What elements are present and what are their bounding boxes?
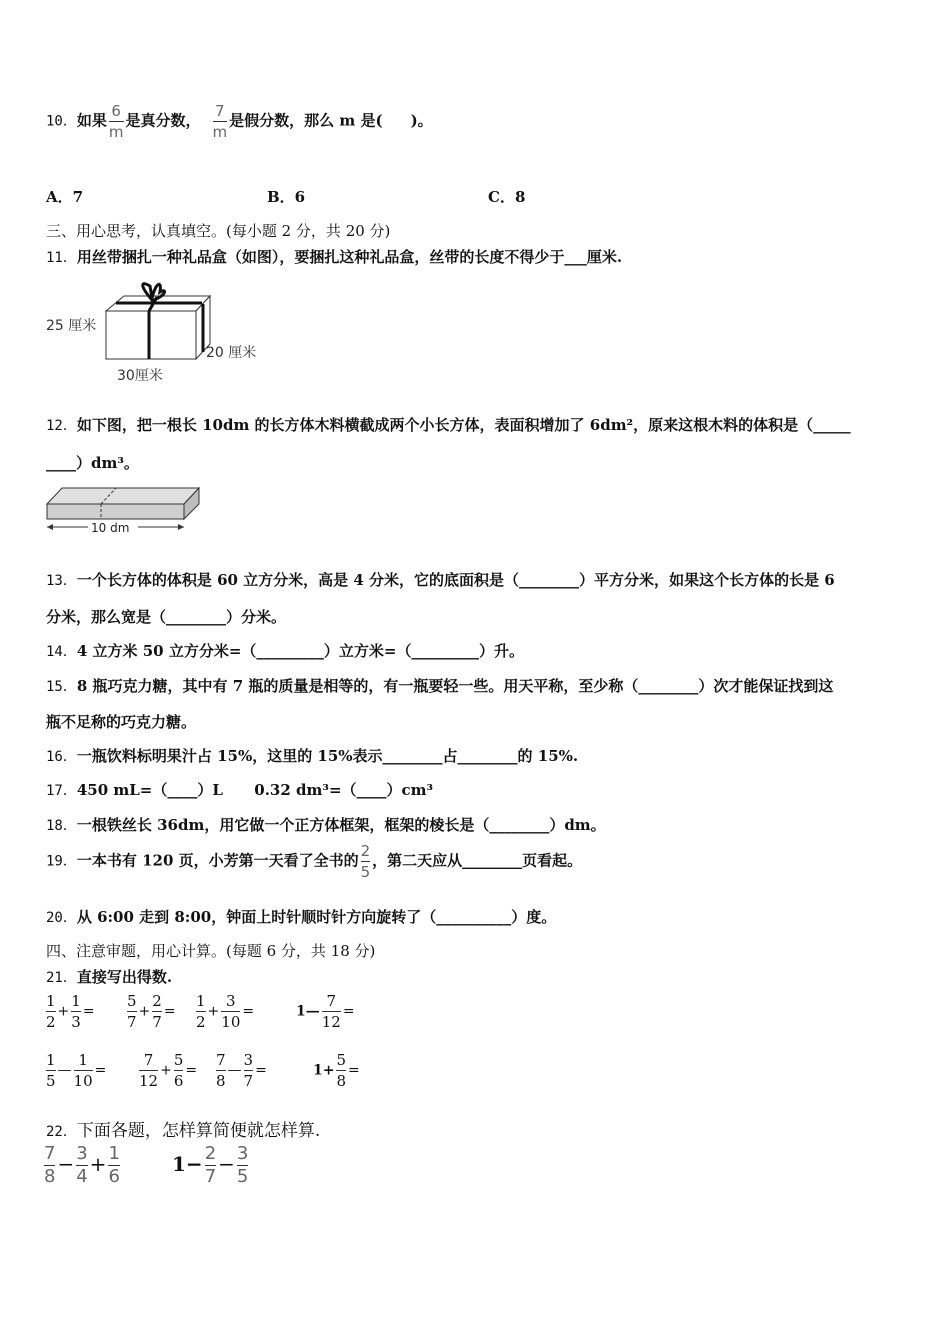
question-text: 8 瓶巧克力糖，其中有 7 瓶的质量是相等的，有一瓶要轻一些。用天平称，至少称（________）次才能保证找到这 — [76, 677, 834, 695]
expression-2: 1− $\frac{2}{7}$ − $\frac{3}{5}$ — [172, 1143, 249, 1187]
question-10 — [46, 102, 433, 141]
fraction: $\frac{6}{m}$ — [108, 102, 124, 141]
fraction: $\frac{2}{5}$ — [360, 842, 371, 881]
label-width: 20 厘米 — [206, 345, 257, 361]
section-heading: 三、用心思考，认真填空。(每小题 2 分，共 20 分) — [46, 222, 391, 240]
question-text: 450 mL=（____）L 0.32 dm³=（____）cm³ — [76, 781, 434, 799]
question-22 — [46, 1116, 320, 1141]
question-15-cont: 瓶不足称的巧克力糖。 — [46, 713, 197, 731]
question-18 — [46, 814, 606, 835]
question-12 — [46, 414, 851, 435]
label-height: 25 厘米 — [46, 318, 97, 334]
question-number: 18． — [46, 818, 77, 834]
question-number: 15． — [46, 679, 77, 695]
gift-box-figure — [44, 278, 274, 388]
question-15 — [46, 675, 833, 696]
question-text: 从 6:00 走到 8:00，钟面上时针顺时针方向旋转了（__________）度。 — [76, 908, 557, 926]
question-text: 一瓶饮料标明果汁占 15%，这里的 15%表示________占________的 15%. — [76, 747, 579, 765]
calc-item: $\frac{1}{5}$ — $\frac{1}{10}$ = — [46, 1051, 107, 1090]
question-12-cont: ____）dm³。 — [46, 454, 139, 472]
question-number: 12． — [46, 418, 77, 434]
question-number: 11． — [46, 250, 77, 266]
question-text: 4 立方米 50 立方分米=（_________）立方米=（_________）升。 — [76, 642, 524, 660]
fraction: $\frac{7}{m}$ — [212, 102, 228, 141]
question-number: 14． — [46, 644, 77, 660]
question-text: 用丝带捆扎一种礼品盒（如图），要捆扎这种礼品盒，丝带的长度不得少于___厘米. — [76, 248, 623, 266]
question-number: 21． — [46, 970, 77, 986]
question-number: 19． — [46, 853, 77, 870]
question-text: 下面各题，怎样算简便就怎样算. — [76, 1121, 321, 1141]
label-length: 10 dm — [91, 521, 130, 535]
calc-item: $\frac{1}{2}$ + $\frac{1}{3}$ = — [46, 992, 95, 1031]
calc-item: 1+ $\frac{5}{8}$ = — [313, 1051, 360, 1090]
calc-item: $\frac{7}{12}$ + $\frac{5}{6}$ = — [139, 1051, 198, 1090]
question-number: 17． — [46, 783, 77, 799]
question-text: 一本书有 120 页，小芳第一天看了全书的 — [76, 851, 359, 870]
question-text: 一个长方体的体积是 60 立方分米，高是 4 分米，它的底面积是（________）平方分米，如果这个长方体的长是 6 — [76, 571, 835, 589]
question-number: 13． — [46, 573, 77, 589]
label-length: 30厘米 — [117, 368, 163, 384]
question-text: ，第二天应从________页看起。 — [372, 851, 583, 870]
question-text: 直接写出得数. — [76, 968, 173, 986]
section-heading: 四、注意审题，用心计算。(每题 6 分，共 18 分) — [46, 942, 376, 960]
question-text: 一根铁丝长 36dm，用它做一个正方体框架，框架的棱长是（________）dm。 — [76, 816, 606, 834]
question-21 — [46, 966, 172, 987]
question-16 — [46, 745, 578, 766]
question-number: 10． — [46, 113, 77, 130]
question-text: 是真分数， — [125, 111, 201, 130]
calc-item: 1— $\frac{7}{12}$ = — [296, 992, 355, 1031]
question-number: 16． — [46, 749, 77, 765]
question-11 — [46, 246, 622, 267]
option-a[interactable]: A．7 — [46, 188, 84, 206]
question-20 — [46, 906, 556, 927]
question-text: )。 — [410, 111, 433, 130]
option-c[interactable]: C．8 — [488, 188, 526, 206]
question-13-cont: 分米，那么宽是（________）分米。 — [46, 608, 287, 626]
question-13 — [46, 569, 835, 590]
question-19 — [46, 842, 582, 881]
wood-block-figure — [44, 484, 204, 536]
question-text: 是假分数，那么 m 是( — [229, 111, 383, 130]
question-text: 如下图，把一根长 10dm 的长方体木料横截成两个小长方体，表面积增加了 6dm²，原来这根木料的体积是（_____ — [76, 416, 851, 434]
calc-item: $\frac{1}{2}$ + $\frac{3}{10}$ = — [196, 992, 255, 1031]
expression-1: $\frac{7}{8}$ − $\frac{3}{4}$ + $\frac{1}{6}$ — [44, 1143, 120, 1187]
question-number: 20． — [46, 910, 77, 926]
question-number: 22． — [46, 1124, 77, 1140]
question-14 — [46, 640, 524, 661]
question-text: 如果 — [76, 111, 107, 130]
question-17 — [46, 779, 433, 800]
calc-item: $\frac{7}{8}$ — $\frac{3}{7}$ = — [216, 1051, 267, 1090]
calc-item: $\frac{5}{7}$ + $\frac{2}{7}$ = — [127, 992, 176, 1031]
option-b[interactable]: B．6 — [267, 188, 306, 206]
